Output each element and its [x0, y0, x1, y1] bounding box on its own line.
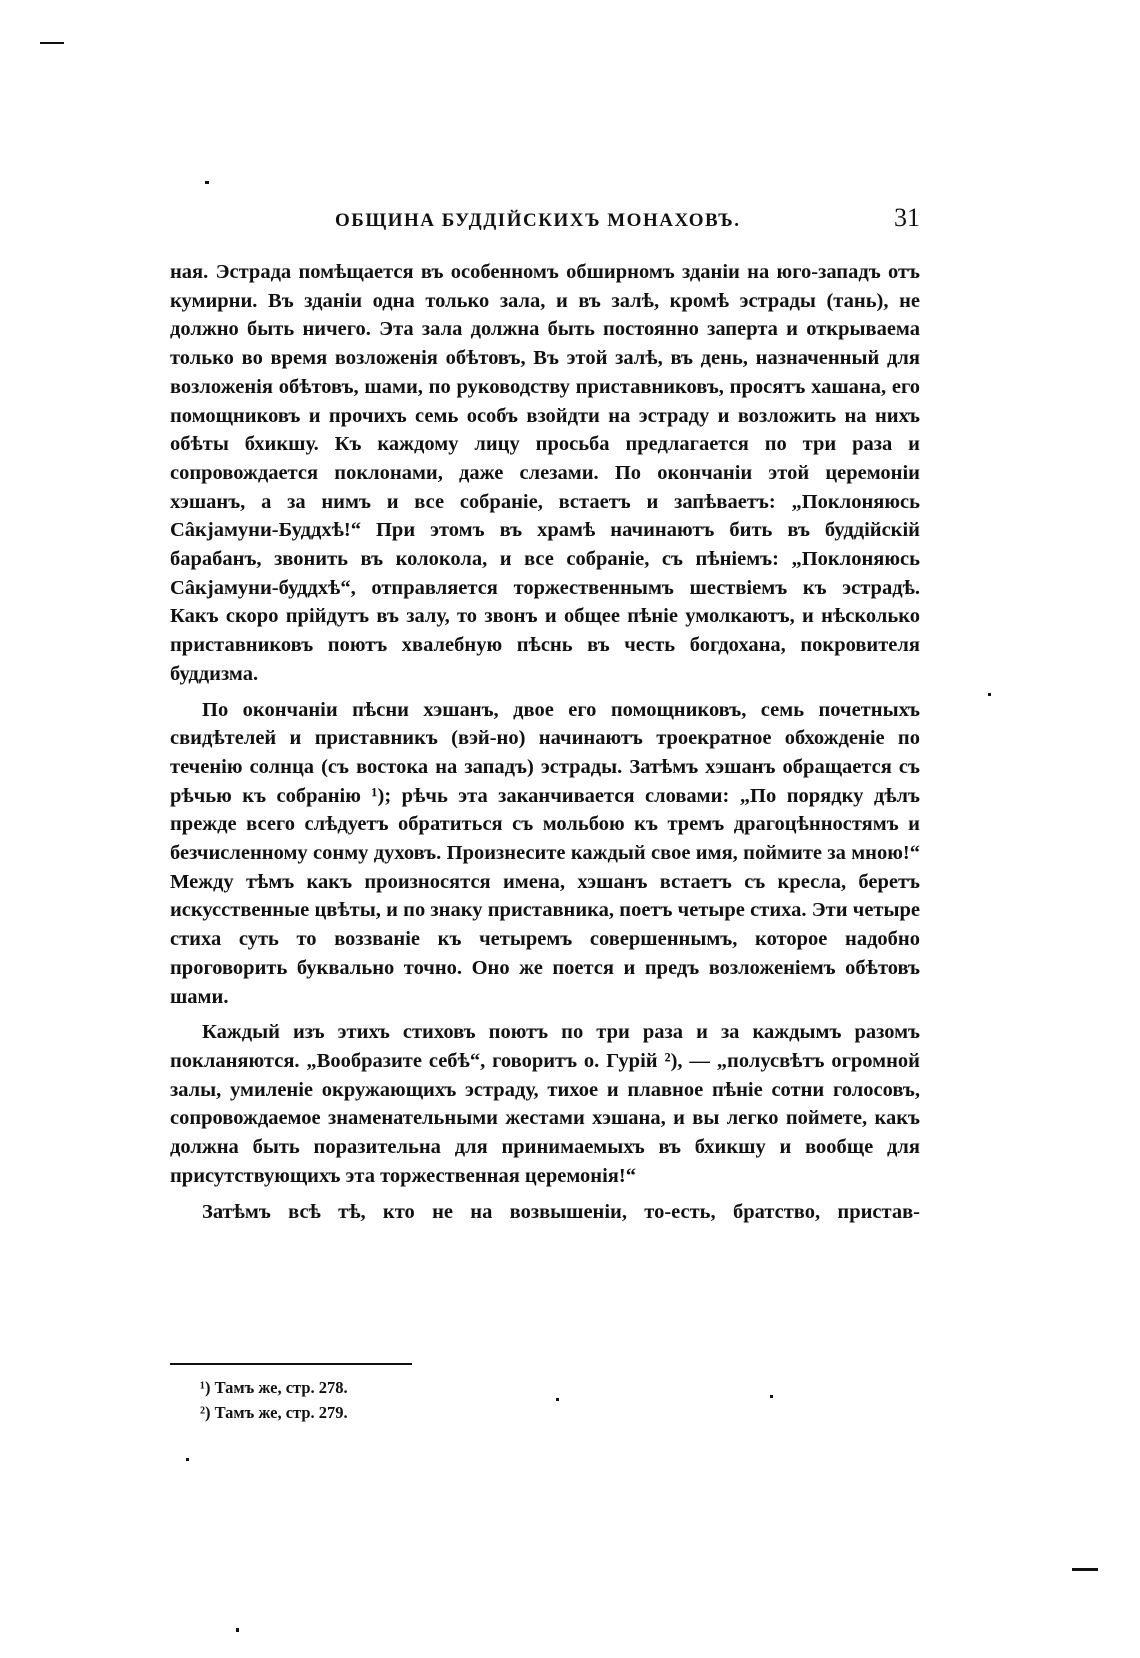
page-header [170, 200, 920, 240]
scan-speck [988, 693, 991, 696]
body-text [170, 258, 920, 1233]
scan-speck [186, 1458, 189, 1461]
footnotes [200, 1375, 600, 1425]
scan-mark-bottom-right [1072, 1568, 1098, 1571]
scan-mark-top-left [40, 42, 64, 44]
scan-speck [205, 181, 209, 184]
paragraph-3: Каждый изъ этихъ стиховъ поютъ по три раза и за каждымъ разомъ покланяются. „Вообразите себѣ“, говоритъ о. Гурій ²), — „полусвѣтъ огромной залы, умиленіе окружающихъ эстраду, тихое и плавное пѣніе сотни голосовъ, сопровождаемое знаменательными жестами хэшана, и вы легко поймете, какъ должна быть поразительна для принимаемыхъ въ бхикшу и вообще для присутствующихъ эта торжественная церемонія!“ [170, 1021, 920, 1187]
footnote-1: ¹) Тамъ же, стр. 278. [200, 1378, 348, 1397]
paragraph-1: ная. Эстрада помѣщается въ особенномъ обширномъ зданіи на юго-западъ отъ кумирни. Въ зданіи одна только зала, и въ залѣ, кромѣ эстрады (тань), не должно быть ничего. Эта зала должна быть постоянно заперта и открываема только во время возложенія обѣтовъ, Въ этой залѣ, въ день, назначенный для возложенія обѣтовъ, шами, по руководству приставниковъ, просятъ хашана, его помощниковъ и прочихъ семь особъ взойдти на эстраду и возложить на нихъ обѣты бхикшу. Къ каждому лицу просьба предлагается по три раза и сопровождается поклонами, даже слезами. По окончаніи этой церемоніи хэшанъ, а за нимъ и все собраніе, встаетъ и запѣваетъ: „Поклоняюсь Сâкjамуни-Буддхѣ!“ При этомъ въ храмѣ начинаютъ бить въ буддійскій барабанъ, звонить въ колокола, и все собраніе, съ пѣніемъ: „Поклоняюсь Сâкjамуни-буддхѣ“, отправляется торжественнымъ шествіемъ къ эстрадѣ. Какъ скоро прійдутъ въ залу, то звонъ и общее пѣніе умолкаютъ, и нѣсколько приставниковъ поютъ хвалебную пѣснь въ честь богдохана, покровителя буддизма. [170, 261, 920, 685]
scan-speck [236, 1628, 239, 1632]
footnote-divider [170, 1363, 412, 1365]
paragraph-4: Затѣмъ всѣ тѣ, кто не на возвышеніи, то-есть, братство, пристав- [202, 1200, 920, 1223]
footnote-2: ²) Тамъ же, стр. 279. [200, 1403, 348, 1422]
page-number: 31 [894, 203, 920, 232]
running-title: ОБЩИНА БУДДІЙСКИХЪ МОНАХОВЪ. [335, 210, 741, 231]
scan-speck [556, 1398, 559, 1401]
scan-speck [770, 1395, 773, 1398]
paragraph-2: По окончаніи пѣсни хэшанъ, двое его помощниковъ, семь почетныхъ свидѣтелей и приставникъ (вэй-но) начинаютъ троекратное обхожденіе по теченію солнца (съ востока на западъ) эстрады. Затѣмъ хэшанъ обращается съ рѣчью къ собранію ¹); рѣчь эта заканчивается словами: „По порядку дѣлъ прежде всего слѣдуетъ обратиться съ мольбою къ тремъ драгоцѣнностямъ и безчисленному сонму духовъ. Произнесите каждый свое имя, поймите за мною!“ Между тѣмъ какъ произносятся имена, хэшанъ встаетъ съ кресла, беретъ искусственные цвѣты, и по знаку приставника, поетъ четыре стиха. Эти четыре стиха суть то воззваніе къ четыремъ совершеннымъ, которое надобно проговорить буквально точно. Оно же поется и предъ возложеніемъ обѣтовъ шами. [170, 698, 920, 1008]
